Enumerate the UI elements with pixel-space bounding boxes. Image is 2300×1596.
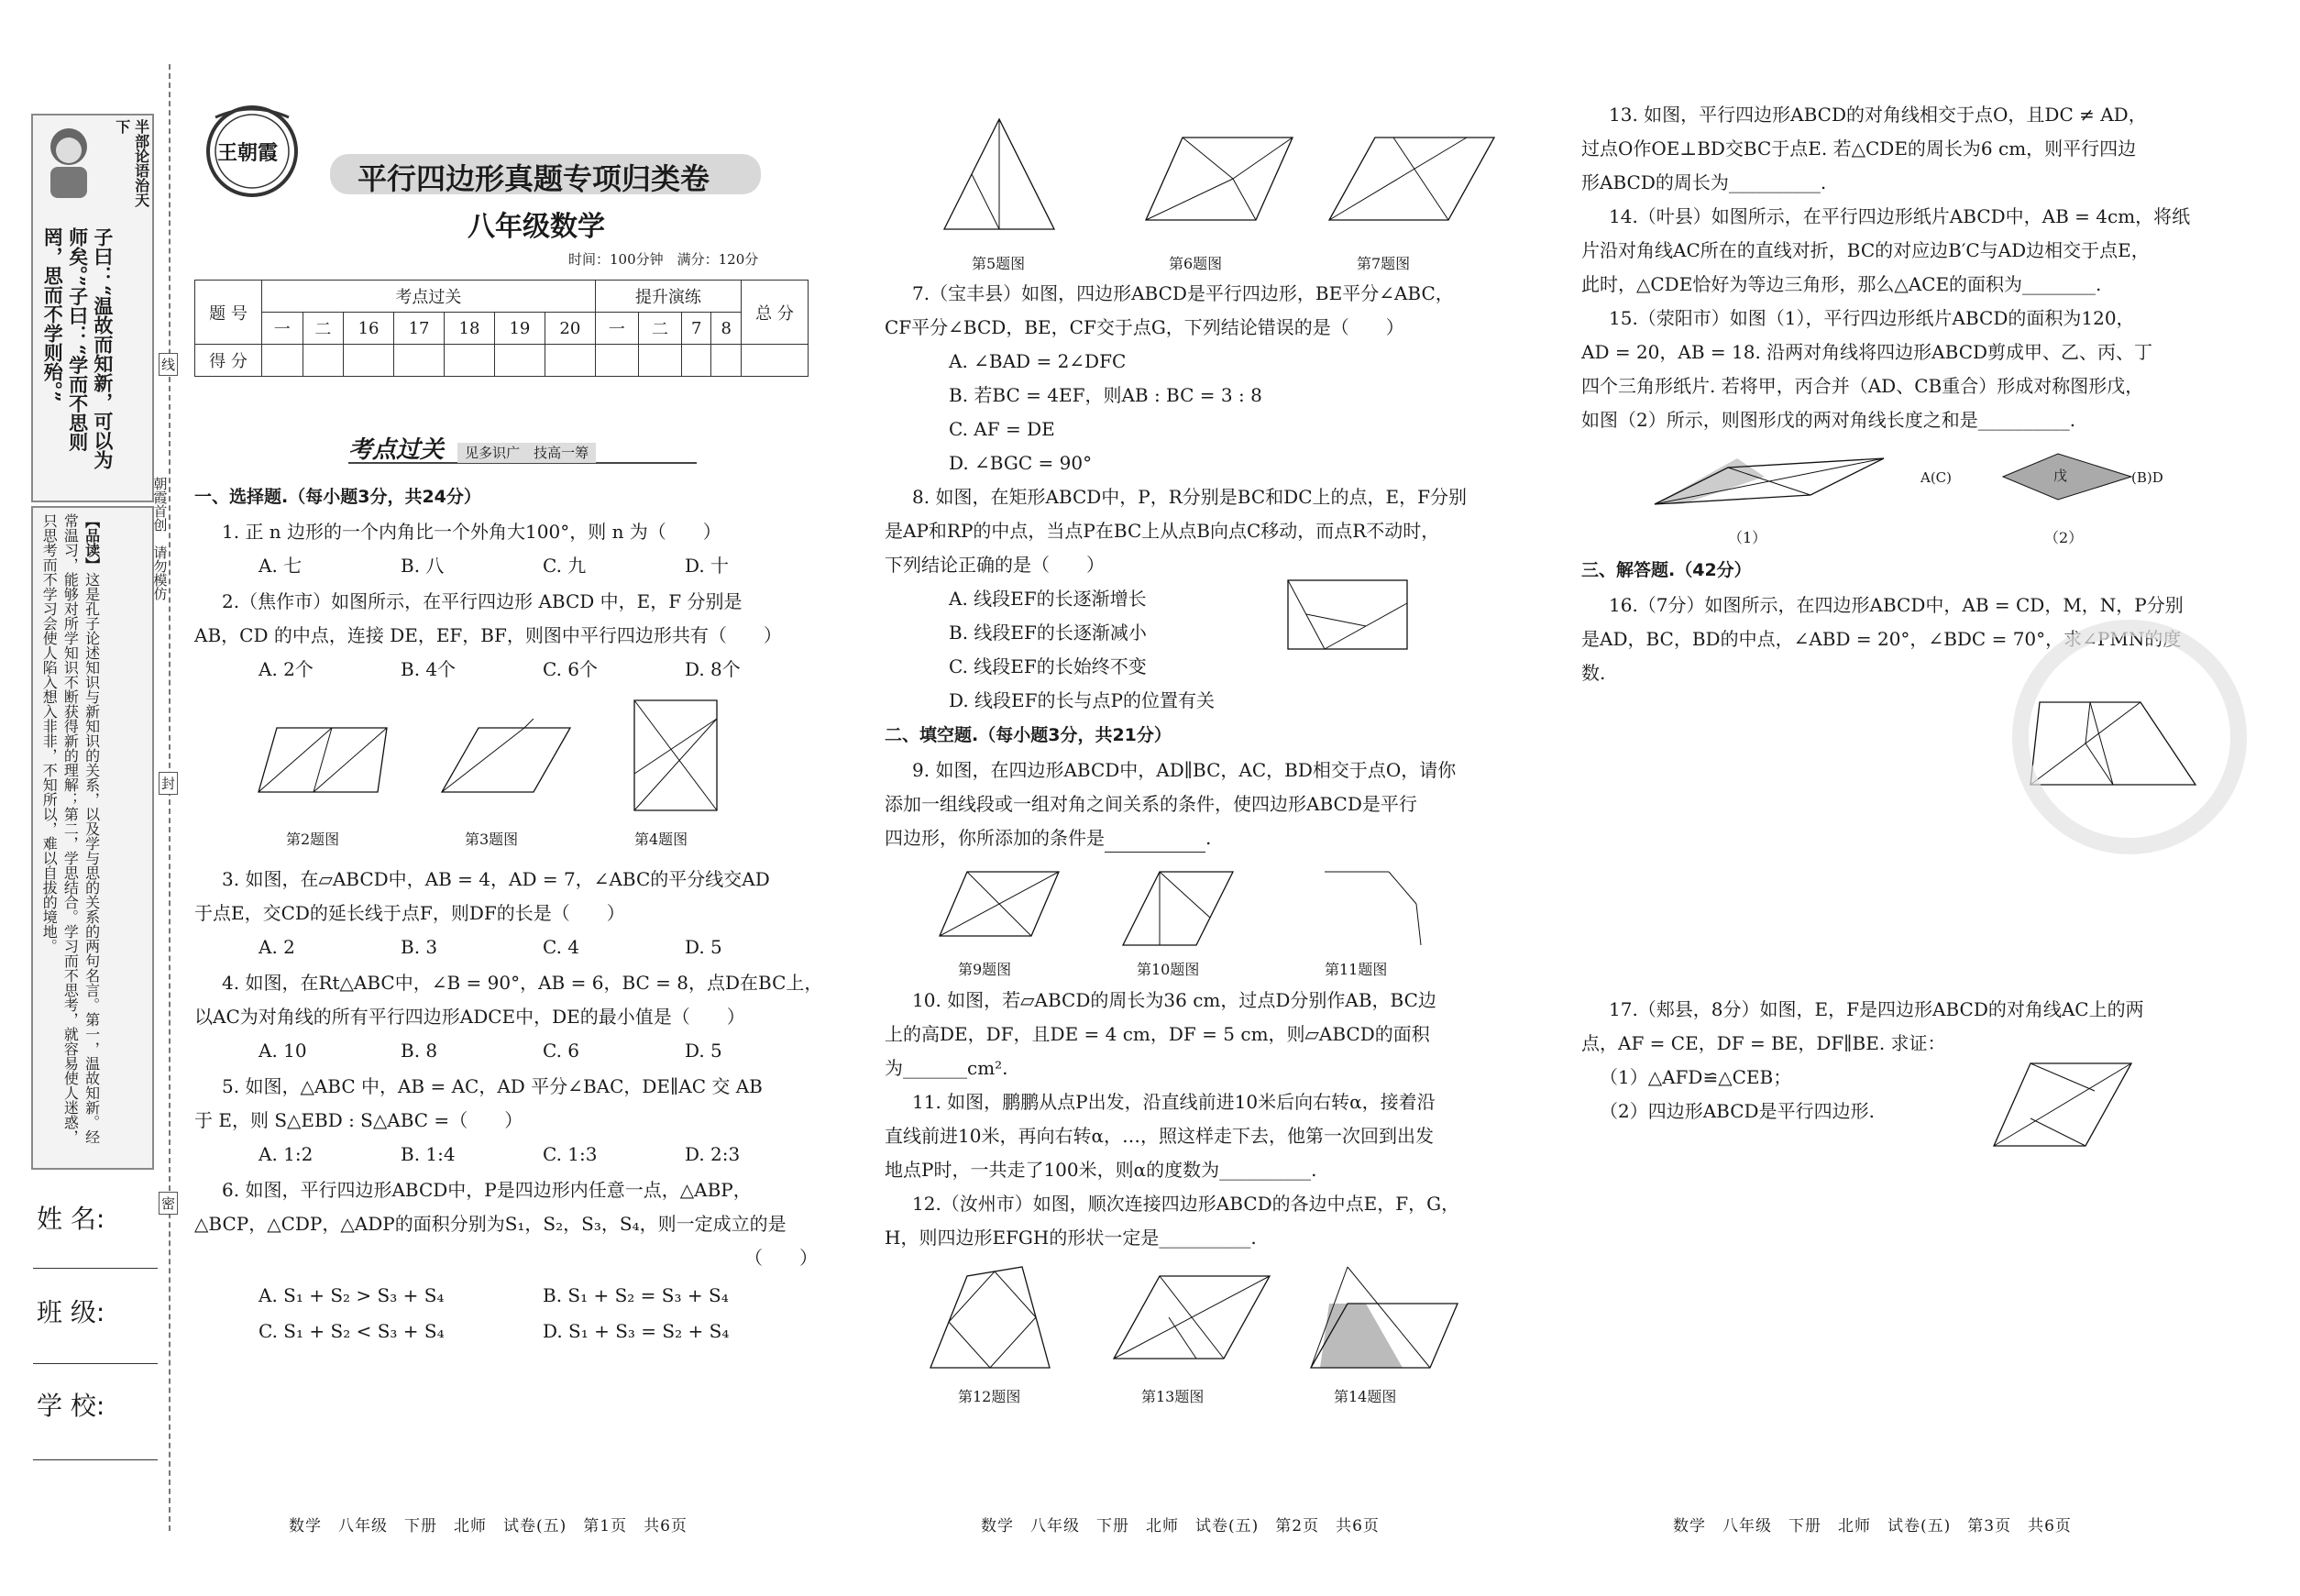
q14-text-b: 片沿对角线AC所在的直线对折，BC的对应边B′C与AD边相交于点E， [1581,239,2150,261]
col-b7: 7 [682,313,711,345]
q17-text-d: （2）四边形ABCD是平行四边形. [1600,1100,1875,1123]
figure-12 [921,1258,1059,1377]
q6-text-b: △BCP，△CDP，△ADP的面积分别为S₁，S₂，S₃，S₄，则一定成立的是 [194,1213,787,1236]
figure-7 [1320,128,1503,229]
q15-text-c: 四个三角形纸片. 若将甲，丙合并（AD、CB重合）形成对称图形戊， [1581,375,2144,397]
seal-mark-mi: 密 [159,1192,178,1215]
fig15-label-wu: 戊 [2053,468,2068,484]
q8-opt-d[interactable]: D. 线段EF的长与点P的位置有关 [949,689,1215,711]
q8-opt-c[interactable]: C. 线段EF的长始终不变 [949,655,1147,677]
q8-opt-a[interactable]: A. 线段EF的长逐渐增长 [949,588,1147,610]
q8-options [885,585,1517,715]
group-tisheng: 提升演练 [595,281,741,313]
caption-fig13: 第13题图 [1141,1388,1205,1406]
fig15-label-ac: A(C) [1920,469,1953,486]
seal-mark-feng: 封 [159,772,178,795]
q5-opt-c[interactable]: C. 1:3 [543,1143,598,1166]
q3-options [259,933,827,962]
school-line [33,1459,158,1460]
q13-text-a: 13. 如图，平行四边形ABCD的对角线相交于点O，且DC ≠ AD， [1609,104,2147,126]
q2-options [259,655,827,684]
page3-column [1581,101,2223,1131]
logo [197,101,307,202]
figure-10 [1114,863,1242,954]
q15-text-b: AD = 20，AB = 18. 沿两对角线将四边形ABCD剪成甲、乙、丙、丁 [1581,341,2153,363]
binding-line [169,64,171,1531]
figure-9 [930,863,1068,945]
q5-opt-a[interactable]: A. 1:2 [259,1143,314,1166]
q5-text-a: 5. 如图，△ABC 中，AB = AC，AD 平分∠BAC，DE∥AC 交 AB [222,1075,763,1098]
class-line [33,1363,158,1364]
q8-opt-b[interactable]: B. 线段EF的长逐渐减小 [949,622,1147,644]
page-title: 平行四边形真题专项归类卷 [358,161,710,196]
row-label-number: 题 号 [195,281,262,345]
col-17: 17 [394,313,445,345]
col-20: 20 [545,313,595,345]
col-18: 18 [445,313,495,345]
vertical-note: 朝霞首创 请勿模仿 [151,477,169,600]
q8-text-b: 是AP和RP的中点，当点P在BC上从点B向点C移动，而点R不动时， [885,520,1440,542]
q9-text-c-row: 四边形，你所添加的条件是 . [885,824,1517,853]
figure-2 [249,719,396,801]
q3-opt-d[interactable]: D. 5 [685,936,722,959]
q15-text-d: 如图（2）所示，则图形戊的两对角线长度之和是__________. [1581,409,2076,431]
page2-column [885,280,1517,1414]
q12-text-b: H，则四边形EFGH的形状一定是__________. [885,1227,1257,1249]
q6-text-c: （ ） [744,1247,818,1270]
col-1: 一 [262,313,303,345]
q1-opt-b[interactable]: B. 八 [401,555,445,578]
fig15-label-bd: (B)D [2131,469,2163,486]
q8-text-a: 8. 如图，在矩形ABCD中，P，R分别是BC和DC上的点，E，F分别 [912,486,1467,508]
figure-5 [935,110,1063,238]
q13-text-b: 过点O作OE⊥BD交BC于点E. 若△CDE的周长为6 cm，则平行四边 [1581,138,2137,160]
reading-text [39,513,103,1155]
col-2: 二 [303,313,344,345]
caption-fig3: 第3题图 [465,831,519,849]
banner-slogan: 见多识广 技高一筹 [457,443,596,463]
q7-opt-d[interactable]: D. ∠BGC = 90° [949,452,1093,474]
q11-text-c: 地点P时，一共走了100米，则α的度数为__________. [885,1159,1317,1182]
caption-fig11: 第11题图 [1325,961,1388,979]
total-label: 总 分 [742,281,809,345]
figure-11 [1315,863,1435,954]
q4-text-a: 4. 如图，在Rt△ABC中，∠B = 90°，AB = 6，BC = 8，点D在BC上， [222,972,823,995]
q3-opt-a[interactable]: A. 2 [259,936,295,959]
q15-text-a: 15.（荥阳市）如图（1），平行四边形纸片ABCD的面积为120， [1609,307,2135,329]
caption-fig10: 第10题图 [1137,961,1200,979]
reading-body: 这是孔子论述知识与新知识的关系，以及学与思的关系的两句名言。第一，温故知新。经常温习，能够对所学知识不断获得新的理解；第二，学思结合。学习而不思考，就容易使人迷惑，只思考而不学习会使人陷入想入非非，不知所以，难以自拔的境地。 [40,513,101,1144]
figure-15 [1581,440,2223,550]
q7-text-b: CF平分∠BCD，BE，CF交于点G，下列结论错误的是（ ） [885,316,1404,338]
q7-opt-a[interactable]: A. ∠BAD = 2∠DFC [949,350,1127,372]
sidebar-quote: 子曰：“温故而知新，可以为师矣。”子曰：“学而不思则罔，思而不学则殆。” [41,227,115,470]
score-table [194,280,809,377]
q2-opt-c[interactable]: C. 6个 [543,658,599,681]
q4-opt-a[interactable]: A. 10 [259,1040,307,1062]
q14-text-c: 此时，△CDE恰好为等边三角形，那么△ACE的面积为________. [1581,273,2102,295]
footer-page3: 数学 八年级 下册 北师 试卷(五) 第3页 共6页 [1673,1517,2072,1535]
q11-text-b: 直线前进10米，再向右转α，…，照这样走下去，他第一次回到出发 [885,1125,1434,1148]
page1-column [194,477,827,1353]
seal-mark-xian: 线 [159,353,178,376]
q6-opt-b[interactable]: B. S₁ + S₂ = S₃ + S₄ [543,1284,729,1307]
q2-text-b: AB，CD 的中点，连接 DE，EF，BF，则图中平行四边形共有（ ） [194,624,782,647]
figure-8 [1270,567,1416,667]
row-label-score: 得 分 [195,345,262,377]
q10-text-c: 为_______cm². [885,1057,1008,1080]
q2-opt-d[interactable]: D. 8个 [685,658,741,681]
sidebar [28,110,156,1164]
q16-text-a: 16.（7分）如图所示，在四边形ABCD中，AB = CD，M，N，P分别 [1609,594,2184,617]
caption-fig2: 第2题图 [286,831,340,849]
figure-4 [625,691,726,820]
q7-opt-b[interactable]: B. 若BC = 4EF，则AB : BC = 3 : 8 [949,384,1262,406]
q1-opt-c[interactable]: C. 九 [543,555,587,578]
q4-opt-b[interactable]: B. 8 [401,1040,438,1062]
q14-text-a: 14.（叶县）如图所示，在平行四边形纸片ABCD中，AB = 4cm，将纸 [1609,205,2191,227]
figure-6 [1137,128,1302,229]
q7-options [885,347,1517,478]
section1-heading: 一、选择题.（每小题3分，共24分） [194,487,481,507]
q7-opt-c[interactable]: C. AF = DE [949,418,1055,440]
q10-text-b: 上的高DE，DF，且DE = 4 cm，DF = 5 cm，则▱ABCD的面积 [885,1023,1430,1046]
caption-fig7: 第7题图 [1357,255,1411,272]
q11-text-a: 11. 如图，鹏鹏从点P出发，沿直线前进10米后向右转α，接着沿 [912,1091,1436,1114]
q6-opt-c[interactable]: C. S₁ + S₂ < S₃ + S₄ [259,1320,445,1343]
q1-opt-d[interactable]: D. 十 [685,555,730,578]
footer-page2: 数学 八年级 下册 北师 试卷(五) 第2页 共6页 [981,1517,1380,1535]
watermark-stamp [2012,620,2247,854]
col-b1: 一 [595,313,638,345]
q1-options [259,552,827,580]
q16-text-c: 数. [1581,662,1606,685]
q17-text-c: （1）△AFD≌△CEB； [1600,1066,1792,1089]
figures-2-4 [194,691,827,865]
sidebar-top-label: 半部论语治天下 [113,119,150,207]
caption-fig4: 第4题图 [634,831,688,849]
q5-text-b: 于 E，则 S△EBD : S△ABC =（ ） [194,1109,523,1132]
q13-text-c: 形ABCD的周长为__________. [1581,171,1827,193]
caption-fig5: 第5题图 [972,255,1026,272]
logo-text: 王朝霞 [217,141,279,165]
figures-12-14 [885,1258,1517,1414]
school-label: 学 校: [37,1391,105,1421]
figure-15-1 [1645,449,1893,523]
q5-opt-b[interactable]: B. 1:4 [401,1143,456,1166]
q9-text-a: 9. 如图，在四边形ABCD中，AD∥BC，AC，BD相交于点O，请你 [912,759,1457,782]
q4-opt-c[interactable]: C. 6 [543,1040,580,1062]
group-kaodian: 考点过关 [262,281,596,313]
q4-opt-d[interactable]: D. 5 [685,1040,722,1062]
banner-title: 考点过关 [348,436,445,464]
caption-fig9: 第9题图 [958,961,1012,979]
fig15-caption-1: （1） [1728,529,1767,546]
caption-fig6: 第6题图 [1169,255,1223,272]
figure-17 [1985,1054,2140,1155]
q3-text-a: 3. 如图，在▱ABCD中，AB = 4，AD = 7，∠ABC的平分线交AD [222,868,770,891]
q5-options [259,1140,827,1169]
q6-text-a: 6. 如图，平行四边形ABCD中，P是四边形内任意一点，△ABP， [222,1179,752,1202]
q2-opt-a[interactable]: A. 2个 [259,658,314,681]
q12-text-a: 12.（汝州市）如图，顺次连接四边形ABCD的各边中点E，F，G， [912,1193,1460,1216]
name-line [33,1268,158,1269]
q1-text: 1. 正 n 边形的一个内角比一个外角大100°，则 n 为（ ） [222,521,721,544]
q9-text-b: 添加一组线段或一组对角之间关系的条件，使四边形ABCD是平行 [885,793,1417,816]
name-label: 姓 名: [37,1204,105,1234]
q4-options [259,1037,827,1065]
exam-meta: 时间：100分钟 满分：120分 [568,251,759,268]
q6-opt-d[interactable]: D. S₁ + S₃ = S₂ + S₄ [543,1320,730,1343]
q7-text-a: 7.（宝丰县）如图，四边形ABCD是平行四边形，BE平分∠ABC， [912,282,1454,304]
q9-text-c: 四边形，你所添加的条件是 [885,827,1105,850]
caption-fig14: 第14题图 [1334,1388,1397,1406]
q3-opt-c[interactable]: C. 4 [543,936,580,959]
col-19: 19 [494,313,545,345]
q17-text-a: 17.（郏县，8分）如图，E，F是四边形ABCD的对角线AC上的两 [1609,998,2144,1021]
q16-text-b: 是AD，BC，BD的中点，∠ABD = 20°，∠BDC = 70°，求∠PMN的度 [1581,628,2182,651]
q4-text-b: 以AC为对角线的所有平行四边形ADCE中，DE的最小值是（ ） [194,1006,745,1029]
caption-fig12: 第12题图 [958,1388,1021,1406]
page2-top-figures [880,101,1522,275]
figure-3 [433,719,579,801]
q5-opt-d[interactable]: D. 2:3 [685,1143,741,1166]
q6-options-row2 [259,1317,827,1346]
q1-opt-a[interactable]: A. 七 [259,555,303,578]
section2-heading: 二、填空题.（每小题3分，共21分） [885,725,1172,745]
q2-text-a: 2.（焦作市）如图所示，在平行四边形 ABCD 中，E，F 分别是 [222,590,743,613]
figure-16-area [1581,693,2223,996]
q2-opt-b[interactable]: B. 4个 [401,658,457,681]
q6-options-row1 [259,1282,827,1310]
section-banner [348,431,697,464]
q8-text-c: 下列结论正确的是（ ） [885,554,1105,576]
figures-9-11 [885,858,1517,986]
section3-heading: 三、解答题.（42分） [1581,560,1752,580]
figure-13 [1105,1267,1279,1368]
q10-text-a: 10. 如图，若▱ABCD的周长为36 cm，过点D分别作AB，BC边 [912,989,1436,1012]
figure-14 [1302,1258,1467,1377]
q3-opt-b[interactable]: B. 3 [401,936,438,959]
class-label: 班 级: [37,1297,105,1327]
col-b2: 二 [638,313,681,345]
avatar [37,119,101,202]
q17-text-b: 点，AF = CE，DF = BE，DF∥BE. 求证： [1581,1032,1946,1055]
q3-text-b: 于点E，交CD的延长线于点F，则DF的长是（ ） [194,902,625,925]
fig15-caption-2: （2） [2044,529,2084,546]
footer-page1: 数学 八年级 下册 北师 试卷(五) 第1页 共6页 [289,1517,688,1535]
page-subtitle: 八年级数学 [468,211,605,243]
q9-answer-blank[interactable] [1105,835,1205,853]
col-16: 16 [344,313,394,345]
figure-15-2 [1948,449,2150,523]
q6-opt-a[interactable]: A. S₁ + S₂ > S₃ + S₄ [259,1284,445,1307]
reading-title: 【品读】 [83,513,101,572]
col-b8: 8 [711,313,742,345]
